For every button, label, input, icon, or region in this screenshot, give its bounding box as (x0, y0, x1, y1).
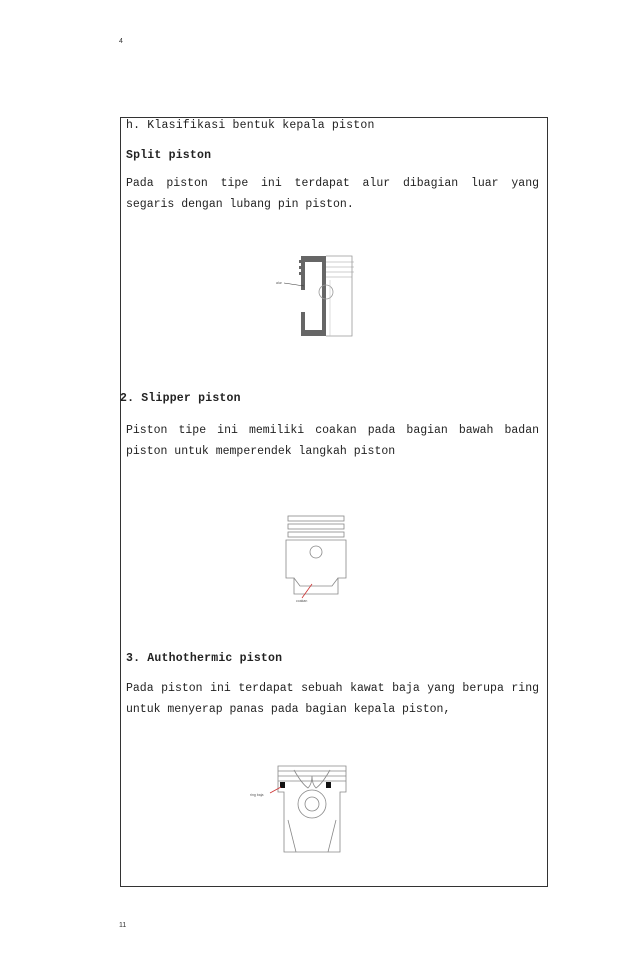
slipper-piston-title: 2. Slipper piston (120, 392, 241, 405)
split-piston-description: Pada piston tipe ini terdapat alur dibagian luar yang segaris dengan lubang pin piston. (126, 177, 539, 211)
page-number-bottom: 11 (119, 922, 127, 929)
split-piston-figure (272, 250, 362, 342)
slipper-piston-description: Piston tipe ini memiliki coakan pada bagian bawah badan piston untuk memperendek langkah piston (126, 424, 539, 458)
split-piston-title: Split piston (126, 149, 212, 162)
slipper-piston-figure (280, 512, 360, 604)
split-piston-label: alur (276, 281, 282, 285)
section-heading: h. Klasifikasi bentuk kepala piston (126, 119, 375, 132)
authothermic-piston-figure (248, 762, 360, 858)
authothermic-piston-label: ring baja (250, 793, 264, 797)
authothermic-piston-title: 3. Authothermic piston (126, 652, 283, 665)
slipper-piston-label: coakan (296, 599, 308, 603)
page-number-top: 4 (119, 38, 123, 45)
authothermic-piston-description: Pada piston ini terdapat sebuah kawat baja yang berupa ring untuk menyerap panas pada bagian kepala piston, (126, 682, 539, 716)
